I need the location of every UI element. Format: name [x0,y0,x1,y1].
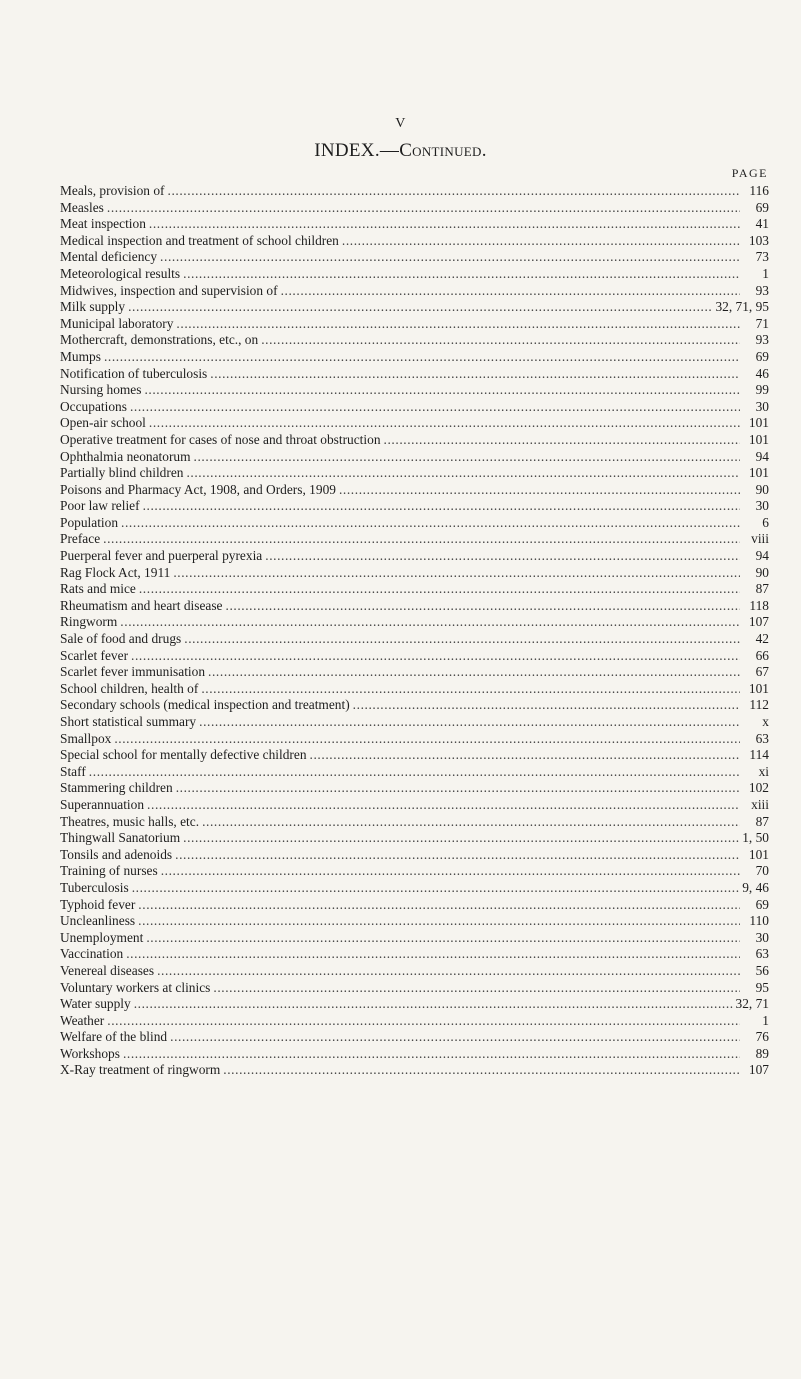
index-entry-term: Venereal diseases [60,962,155,978]
index-entry-pages: 30 [755,498,769,514]
index-entry-term: School children, health of [60,680,199,696]
dot-leader [342,233,740,250]
index-entry [60,880,769,897]
index-entry [60,415,769,432]
index-entry [60,614,769,631]
index-entry-term: Poor law relief [60,498,140,514]
index-entry-pages: 90 [755,564,769,580]
page-title-continued: Continued. [399,140,487,161]
dot-leader [194,449,740,466]
index-entry-term: Scarlet fever [60,647,129,663]
dot-leader [184,631,740,648]
dot-leader [201,681,740,698]
dot-leader [183,266,740,283]
index-entry-pages: 32, 71, 95 [715,299,769,315]
index-entry-pages: 63 [755,730,769,746]
index-entry-pages: 69 [755,348,769,364]
index-entry-term: Open-air school [60,415,146,431]
index-entry-term: Theatres, music halls, etc. [60,813,200,829]
index-entry [60,980,769,997]
index-entry-pages: 101 [748,680,769,696]
index-entry-term: Milk supply [60,299,126,315]
dot-leader [183,830,739,847]
index-entry [60,913,769,930]
dot-leader [384,432,740,449]
index-entry-term: Staff [60,763,86,779]
dot-leader [126,946,740,963]
index-entry-term: Tonsils and adenoids [60,846,173,862]
dot-leader [147,797,740,814]
index-entry-pages: 110 [749,913,769,929]
index-entry-pages: 90 [755,481,769,497]
index-entry-pages: 99 [755,382,769,398]
dot-leader [223,1062,740,1079]
index-entry-term: Water supply [60,996,131,1012]
index-list [60,183,769,1079]
dot-leader [130,399,740,416]
index-entry-term: Mental deficiency [60,249,158,265]
index-entry-term: Partially blind children [60,465,184,481]
index-entry-pages: 76 [755,1029,769,1045]
dot-leader [107,1013,740,1030]
index-entry-pages: 67 [755,664,769,680]
index-entry-term: Municipal laboratory [60,315,174,331]
index-entry [60,531,769,548]
index-entry-term: Tuberculosis [60,879,129,895]
dot-leader [123,1046,740,1063]
dot-leader [138,913,740,930]
index-entry-pages: 95 [755,979,769,995]
index-entry [60,814,769,831]
dot-leader [261,332,740,349]
index-entry-pages: 30 [755,929,769,945]
dot-leader [104,349,740,366]
index-entry-term: Weather [60,1012,105,1028]
dot-leader [120,614,740,631]
index-entry [60,432,769,449]
index-entry [60,897,769,914]
index-entry-pages: 42 [755,631,769,647]
index-entry-term: Training of nurses [60,863,158,879]
dot-leader [353,697,740,714]
index-entry [60,299,769,316]
index-entry-term: Unemployment [60,929,144,945]
index-entry-term: Population [60,514,119,530]
index-entry-term: Poisons and Pharmacy Act, 1908, and Orders, 1909 [60,481,336,497]
index-entry-pages: 1, 50 [742,830,769,846]
page-column-label: PAGE [731,166,768,180]
index-entry [60,548,769,565]
dot-leader [114,731,740,748]
index-entry-term: Puerperal fever and puerperal pyrexia [60,548,263,564]
index-entry-pages: 118 [749,597,769,613]
index-entry [60,1013,769,1030]
index-entry-term: Scarlet fever immunisation [60,664,206,680]
index-entry-term: Vaccination [60,946,124,962]
index-entry [60,731,769,748]
index-entry [60,366,769,383]
index-entry-term: Nursing homes [60,382,142,398]
index-entry [60,349,769,366]
index-entry [60,996,769,1013]
index-entry [60,283,769,300]
index-entry-pages: 102 [748,780,769,796]
index-entry-pages: 94 [755,448,769,464]
dot-leader [210,366,740,383]
dot-leader [265,548,740,565]
index-entry [60,266,769,283]
dot-leader [121,515,740,532]
dot-leader [160,249,740,266]
index-entry [60,631,769,648]
dot-leader [168,183,740,200]
index-entry-term: Welfare of the blind [60,1029,168,1045]
index-entry-pages: xiii [751,796,769,812]
dot-leader [281,283,740,300]
index-entry [60,664,769,681]
index-entry-term: Notification of tuberculosis [60,365,208,381]
index-entry-term: Typhoid fever [60,896,136,912]
index-entry-pages: 73 [755,249,769,265]
dot-leader [226,598,741,615]
index-entry [60,249,769,266]
index-entry-pages: x [762,714,769,729]
index-entry-term: Thingwall Sanatorium [60,830,181,846]
dot-leader [107,200,740,217]
index-entry-term: Rats and mice [60,581,136,597]
index-entry [60,216,769,233]
index-entry [60,863,769,880]
index-entry [60,830,769,847]
dot-leader [89,764,740,781]
index-entry [60,465,769,482]
index-entry [60,1046,769,1063]
dot-leader [149,415,740,432]
dot-leader [138,897,740,914]
index-entry [60,316,769,333]
index-entry [60,382,769,399]
index-entry-term: Rheumatism and heart disease [60,597,223,613]
index-entry [60,565,769,582]
index-entry [60,780,769,797]
index-entry-term: Stammering children [60,780,173,796]
dot-leader [175,847,740,864]
index-entry-pages: 103 [748,232,769,248]
dot-leader [143,498,740,515]
index-entry-term: Meals, provision of [60,183,165,198]
dot-leader [139,581,740,598]
index-entry [60,200,769,217]
index-entry [60,399,769,416]
dot-leader [339,482,740,499]
index-entry [60,183,769,200]
index-entry-term: Sale of food and drugs [60,631,182,647]
index-entry [60,498,769,515]
dot-leader [161,863,740,880]
index-entry-pages: 30 [755,398,769,414]
index-entry-pages: 70 [755,863,769,879]
index-entry [60,482,769,499]
index-entry-pages: 107 [748,1062,769,1078]
index-entry [60,946,769,963]
index-entry [60,764,769,781]
index-entry [60,1029,769,1046]
index-entry-term: Workshops [60,1045,120,1061]
index-entry-term: Occupations [60,398,127,414]
dot-leader [131,648,740,665]
index-entry-pages: 71 [755,315,769,331]
page-title [0,140,801,162]
index-entry-pages: viii [751,531,769,547]
index-entry-term: Mumps [60,348,101,364]
index-entry-pages: 69 [755,199,769,215]
index-entry-term: Rag Flock Act, 1911 [60,564,171,580]
index-entry [60,847,769,864]
dot-leader [199,714,740,731]
index-entry-term: Meat inspection [60,216,146,232]
dot-leader [144,382,740,399]
page-number: V [395,116,406,131]
index-entry-term: Mothercraft, demonstrations, etc., on [60,332,259,348]
index-entry-pages: 112 [749,697,769,713]
index-entry [60,963,769,980]
index-entry-term: Short statistical summary [60,714,197,729]
index-entry [60,581,769,598]
index-entry-term: Operative treatment for cases of nose and throat obstruction [60,431,381,447]
index-entry-pages: 9, 46 [742,879,769,895]
dot-leader [176,316,740,333]
index-entry [60,797,769,814]
index-entry-pages: 101 [748,465,769,481]
index-entry-term: Preface [60,531,101,547]
dot-leader [146,930,740,947]
index-entry-term: Superannuation [60,796,145,812]
index-entry-pages: 63 [755,946,769,962]
index-entry-term: Ophthalmia neonatorum [60,448,191,464]
index-entry [60,714,769,731]
index-entry [60,233,769,250]
dot-leader [128,299,712,316]
index-entry-pages: 32, 71 [735,996,769,1012]
dot-leader [170,1029,740,1046]
index-entry-pages: 114 [749,747,769,763]
page-title-dash: — [379,140,400,161]
index-entry-pages: 87 [755,813,769,829]
index-entry-pages: 87 [755,581,769,597]
dot-leader [202,814,740,831]
index-entry-pages: 101 [748,415,769,431]
index-entry-term: Meteorological results [60,265,181,281]
index-entry-pages: 89 [755,1045,769,1061]
index-entry-pages: 101 [748,431,769,447]
index-entry-pages: 93 [755,282,769,298]
dot-leader [208,664,740,681]
index-entry-pages: 116 [749,183,769,198]
index-entry-term: Medical inspection and treatment of school children [60,232,339,248]
index-entry [60,697,769,714]
index-entry-pages: 6 [762,514,769,530]
index-entry [60,332,769,349]
index-entry-term: Midwives, inspection and supervision of [60,282,278,298]
index-entry-term: Ringworm [60,614,118,630]
index-entry-pages: 46 [755,365,769,381]
index-entry-pages: 69 [755,896,769,912]
index-entry [60,648,769,665]
index-entry [60,747,769,764]
index-entry-pages: 93 [755,332,769,348]
dot-leader [149,216,740,233]
dot-leader [186,465,740,482]
dot-leader [310,747,740,764]
index-entry-pages: 56 [755,962,769,978]
index-entry-pages: xi [758,763,769,779]
index-entry-pages: 41 [755,216,769,232]
index-entry-term: X-Ray treatment of ringworm [60,1062,221,1078]
dot-leader [157,963,740,980]
page-title-main: INDEX. [314,140,380,161]
index-entry [60,449,769,466]
index-entry [60,930,769,947]
index-entry-pages: 94 [755,548,769,564]
index-entry-pages: 66 [755,647,769,663]
index-entry-pages: 1 [762,1012,769,1028]
index-entry-pages: 101 [748,846,769,862]
index-entry-term: Secondary schools (medical inspection and treatment) [60,697,350,713]
index-entry-pages: 1 [762,265,769,281]
index-entry [60,681,769,698]
index-entry [60,598,769,615]
dot-leader [213,980,740,997]
index-entry-term: Measles [60,199,104,215]
index-entry-pages: 107 [748,614,769,630]
dot-leader [176,780,740,797]
index-entry-term: Uncleanliness [60,913,136,929]
index-entry-term: Special school for mentally defective children [60,747,307,763]
index-entry-term: Smallpox [60,730,112,746]
dot-leader [103,531,740,548]
index-entry [60,515,769,532]
dot-leader [173,565,740,582]
index-entry [60,1062,769,1079]
index-entry-term: Voluntary workers at clinics [60,979,211,995]
dot-leader [132,880,740,897]
dot-leader [134,996,733,1013]
